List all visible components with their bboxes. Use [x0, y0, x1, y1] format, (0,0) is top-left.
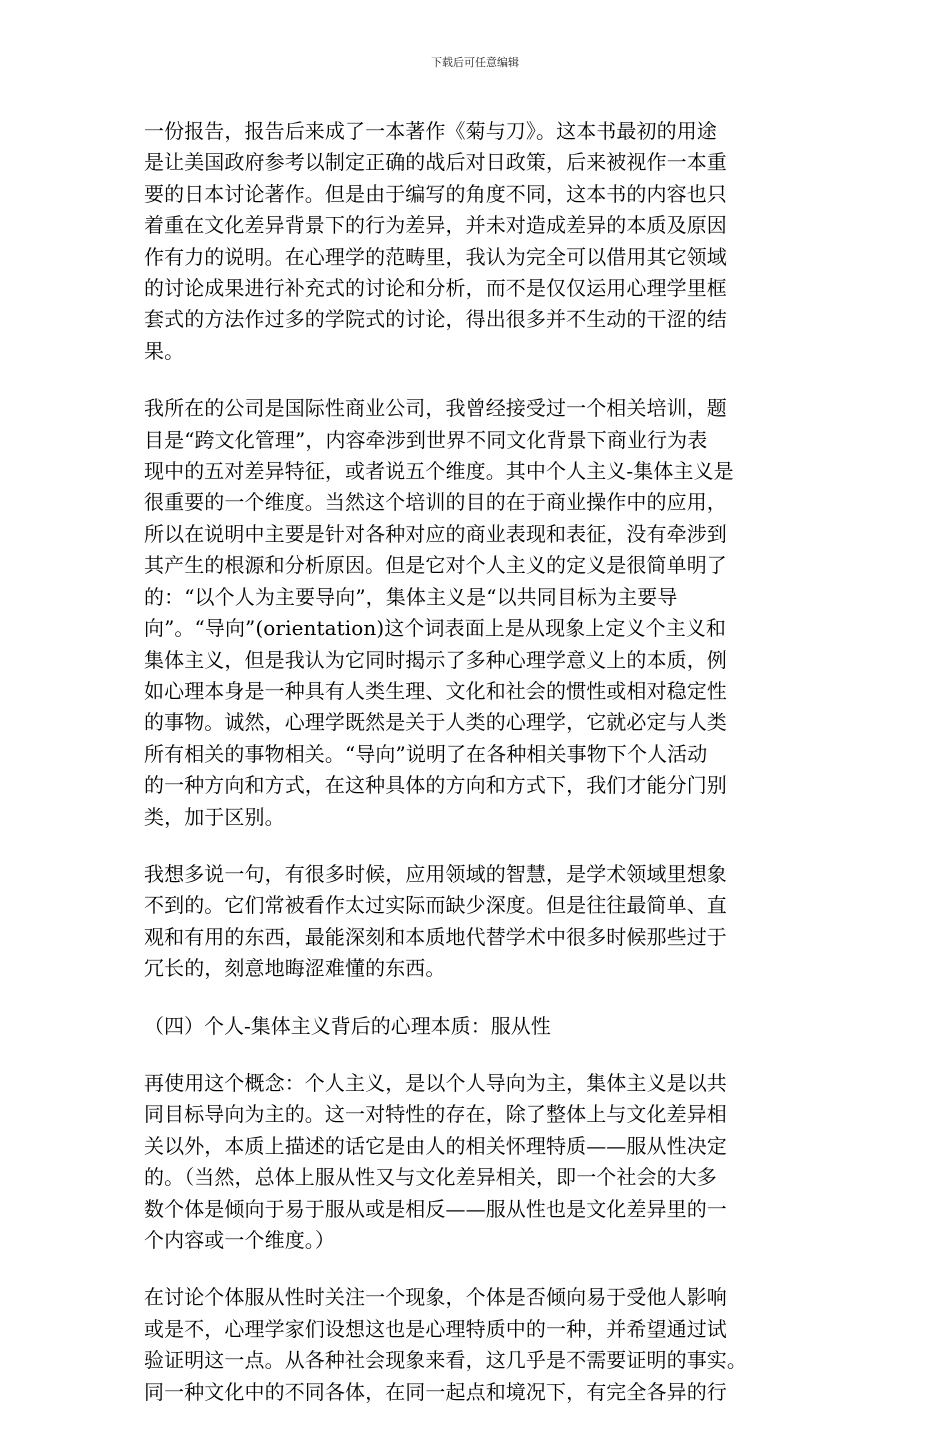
text-line: 数个体是倾向于易于服从或是相反——服从性也是文化差异里的一	[144, 1196, 727, 1221]
text-line: 我所在的公司是国际性商业公司，我曾经接受过一个相关培训，题	[144, 396, 727, 421]
text-line: 在讨论个体服从性时关注一个现象，个体是否倾向易于受他人影响	[144, 1285, 727, 1310]
paragraph-5	[144, 1282, 812, 1408]
text-line: 现中的五对差异特征，或者说五个维度。其中个人主义-集体主义是	[144, 459, 734, 484]
text-line: 果。	[144, 338, 185, 363]
text-line: 着重在文化差异背景下的行为差异，并未对造成差异的本质及原因	[144, 213, 727, 238]
text-line: 作有力的说明。在心理学的范畴里，我认为完全可以借用其它领域	[144, 244, 727, 269]
page-header-note: 下载后可任意编辑	[431, 56, 519, 69]
text-line: 一份报告，报告后来成了一本著作《菊与刀》。这本书最初的用途	[144, 119, 717, 143]
text-line: 的事物。诚然，心理学既然是关于人类的心理学，它就必定与人类	[144, 710, 727, 735]
text-line: 向”。“导向”(orientation)这个词表面上是从现象上定义个主义和	[144, 616, 727, 641]
text-line: 或是不，心理学家们设想这也是心理特质中的一种，并希望通过试	[144, 1316, 727, 1341]
text-line: 所以在说明中主要是针对各种对应的商业表现和表征，没有牵涉到	[144, 521, 727, 546]
text-line: 的。（当然，总体上服从性又与文化差异相关，即一个社会的大多	[144, 1165, 717, 1190]
text-line: 的一种方向和方式，在这种具体的方向和方式下，我们才能分门别	[144, 773, 727, 798]
paragraph-4	[144, 1068, 812, 1256]
text-line: 不到的。它们常被看作太过实际而缺少深度。但是往往最简单、直	[144, 893, 727, 918]
section-heading: （四）个人-集体主义背后的心理本质：服从性	[144, 1013, 551, 1038]
text-line: 验证明这一点。从各种社会现象来看，这几乎是不需要证明的事实。	[144, 1348, 747, 1373]
text-line: 的：“以个人为主要导向”，集体主义是“以共同目标为主要导	[144, 584, 678, 609]
text-line: 同一种文化中的不同各体，在同一起点和境况下，有完全各异的行	[144, 1379, 727, 1404]
text-line: 其产生的根源和分析原因。但是它对个人主义的定义是很简单明了	[144, 553, 727, 578]
text-line: 要的日本讨论著作。但是由于编写的角度不同，这本书的内容也只	[144, 181, 727, 206]
text-line: 关以外，本质上描述的话它是由人的相关怀理特质——服从性决定	[144, 1133, 727, 1158]
paragraph-3	[144, 859, 812, 985]
text-line: 冗长的，刻意地晦涩难懂的东西。	[144, 956, 446, 981]
text-line: 观和有用的东西，最能深刻和本质地代替学术中很多时候那些过于	[144, 924, 727, 949]
text-line: 很重要的一个维度。当然这个培训的目的在于商业操作中的应用，	[144, 490, 727, 515]
text-line: 套式的方法作过多的学院式的讨论，得出很多并不生动的干涩的结	[144, 307, 727, 332]
text-line: 集体主义，但是我认为它同时揭示了多种心理学意义上的本质，例	[144, 647, 727, 672]
text-line: 再使用这个概念：个人主义，是以个人导向为主，集体主义是以共	[144, 1070, 727, 1095]
text-line: 所有相关的事物相关。“导向”说明了在各种相关事物下个人活动	[144, 741, 708, 766]
paragraph-1	[144, 116, 812, 367]
text-line: 是让美国政府参考以制定正确的战后对日政策，后来被视作一本重	[144, 150, 727, 175]
text-line: 的讨论成果进行补充式的讨论和分析，而不是仅仅运用心理学里框	[144, 276, 727, 301]
text-line: 个内容或一个维度。）	[144, 1228, 335, 1252]
paragraph-2	[144, 393, 812, 833]
text-line: 类，加于区别。	[144, 804, 285, 829]
text-line: 目是“跨文化管理”，内容牵涉到世界不同文化背景下商业行为表	[144, 427, 708, 452]
text-line: 同目标导向为主的。这一对特性的存在，除了整体上与文化差异相	[144, 1102, 727, 1127]
text-line: 如心理本身是一种具有人类生理、文化和社会的惯性或相对稳定性	[144, 678, 727, 703]
document-body	[144, 116, 812, 1434]
text-line: 我想多说一句，有很多时候，应用领域的智慧，是学术领域里想象	[144, 861, 727, 886]
